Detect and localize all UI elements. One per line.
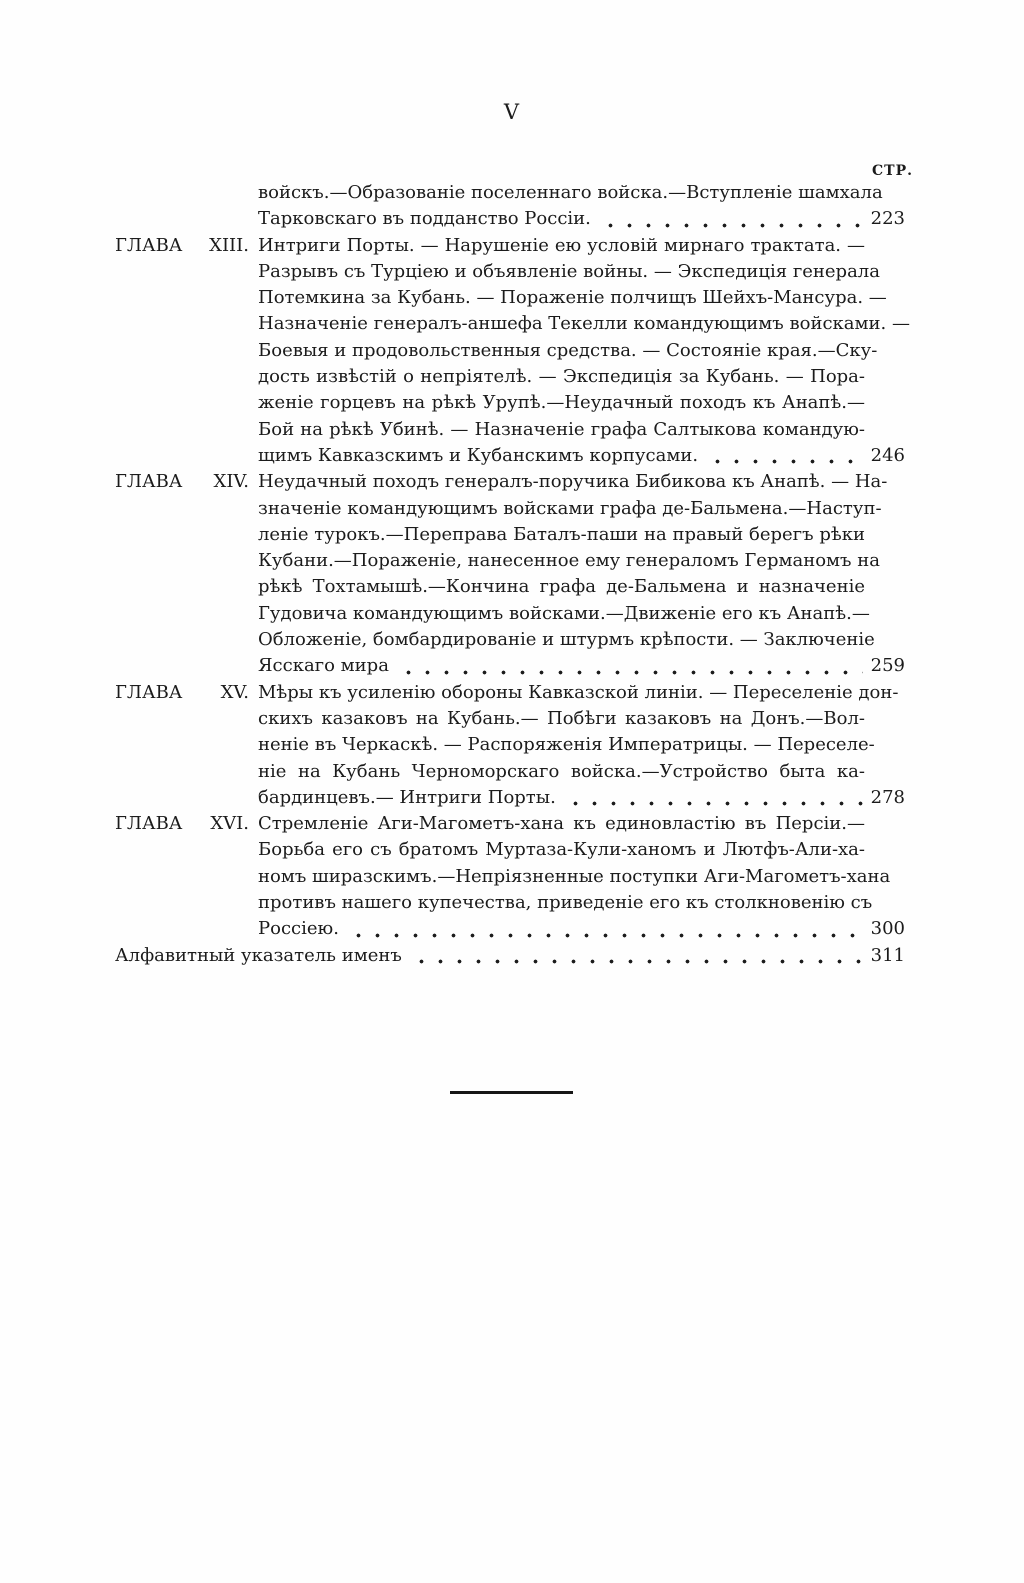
chapter-numeral: XVI. xyxy=(210,813,249,835)
chapter-word: ГЛАВА xyxy=(115,471,183,493)
toc-page-number: 223 xyxy=(870,208,905,230)
toc-line-text: бардинцевъ.— Интриги Порты. xyxy=(258,786,556,808)
toc-line: женіе горцевъ на рѣкѣ Урупѣ.—Неудачный походъ къ Анапѣ.— xyxy=(258,392,865,414)
toc-line: номъ ширазскимъ.—Непріязненные поступки Аги-Магометъ-хана xyxy=(258,865,891,887)
chapter-label xyxy=(115,680,249,706)
toc-line: противъ нашего купечества, приведеніе его къ столкновенію съ xyxy=(258,892,873,914)
toc-last-line xyxy=(258,916,905,942)
toc-page-number: 259 xyxy=(870,655,905,677)
dot-leader xyxy=(566,801,863,806)
toc-entry xyxy=(115,943,905,969)
toc-line: леніе турокъ.—Переправа Баталъ-паши на правый берегъ рѣки xyxy=(258,523,865,545)
toc-last-line xyxy=(258,443,905,469)
toc-line: Боевыя и продовольственныя средства. — Состояніе края.—Ску- xyxy=(258,339,878,361)
chapter-label xyxy=(115,233,249,259)
toc-line: Борьба его съ братомъ Муртаза-Кули-ханомъ и Лютфъ-Али-ха- xyxy=(258,839,865,861)
toc-entry xyxy=(115,469,905,679)
toc-line-text: щимъ Кавказскимъ и Кубанскимъ корпусами. xyxy=(258,444,699,466)
page-number: V xyxy=(503,100,521,124)
toc-last-line xyxy=(115,943,905,969)
toc-page-number: 311 xyxy=(870,944,905,966)
toc-line: дость извѣстій о непріятелѣ. — Экспедиція за Кубань. — Пора- xyxy=(258,366,865,388)
toc-last-line xyxy=(258,206,905,232)
toc-line: Разрывъ съ Турціею и объявленіе войны. — Экспедиція генерала xyxy=(258,260,880,282)
toc-last-line xyxy=(258,785,905,811)
chapter-numeral: XIII. xyxy=(209,234,249,256)
chapter-label xyxy=(115,469,249,495)
chapter-numeral: XIV. xyxy=(213,471,249,493)
chapter-word: ГЛАВА xyxy=(115,681,183,703)
toc-line: Неудачный походъ генералъ-поручика Бибикова къ Анапѣ. — На- xyxy=(258,471,888,493)
chapter-numeral: XV. xyxy=(220,681,249,703)
toc-line: Гудовича командующимъ войсками.—Движеніе его къ Анапѣ.— xyxy=(258,602,870,624)
toc-line: Кубани.—Пораженіе, нанесенное ему генераломъ Германомъ на xyxy=(258,550,880,572)
toc-entry xyxy=(115,680,905,811)
toc-entry xyxy=(115,811,905,942)
toc-line-text: Россіею. xyxy=(258,918,339,940)
toc-page-number: 278 xyxy=(870,786,905,808)
toc-line: Бой на рѣкѣ Убинѣ. — Назначеніе графа Салтыкова командую- xyxy=(258,418,865,440)
toc-line: Назначеніе генералъ-аншефа Текелли командующимъ войсками. — xyxy=(258,313,910,335)
chapter-word: ГЛАВА xyxy=(115,813,183,835)
chapter-label xyxy=(115,811,249,837)
toc-line: Мѣры къ усиленію обороны Кавказской линіи. — Переселеніе дон- xyxy=(258,681,899,703)
toc-line: неніе въ Черкаскѣ. — Распоряженія Императрицы. — Переселе- xyxy=(258,734,875,756)
dot-leader xyxy=(349,933,863,938)
dot-leader xyxy=(708,459,863,464)
toc-line: Интриги Порты. — Нарушеніе ею условій мирнаго трактата. — xyxy=(258,234,865,256)
toc-entries xyxy=(115,180,910,969)
toc-line: Потемкина за Кубань. — Пораженіе полчищъ Шейхъ-Мансура. — xyxy=(258,287,887,309)
toc-line-text: Тарковскаго въ подданство Россіи. xyxy=(258,208,591,230)
dot-leader xyxy=(601,223,863,228)
toc-entry xyxy=(115,233,910,470)
toc-last-line xyxy=(258,653,905,679)
dot-leader xyxy=(399,670,863,675)
toc-line: Обложеніе, бомбардированіе и штурмъ крѣпости. — Заключеніе xyxy=(258,629,875,651)
page-column-header: СТР. xyxy=(872,163,913,179)
chapter-word: ГЛАВА xyxy=(115,234,183,256)
toc-line: рѣкѣ Тохтамышѣ.—Кончина графа де-Бальмена и назначеніе xyxy=(258,576,865,598)
toc-line: войскъ.—Образованіе поселеннаго войска.—Вступленіе шамхала xyxy=(258,182,883,203)
toc-line: значеніе командующимъ войсками графа де-Бальмена.—Наступ- xyxy=(258,497,882,519)
toc-line: ніе на Кубань Черноморскаго войска.—Устройство быта ка- xyxy=(258,760,865,782)
toc-line: скихъ казаковъ на Кубань.— Побѣги казаковъ на Донъ.—Вол- xyxy=(258,707,865,729)
toc-line: Стремленіе Аги-Магометъ-хана къ единовластію въ Персіи.— xyxy=(258,813,865,835)
toc-line-text: Ясскаго мира xyxy=(258,655,389,677)
section-divider-rule xyxy=(450,1091,573,1094)
dot-leader xyxy=(412,959,863,964)
toc-page-number: 246 xyxy=(870,444,905,466)
toc-line-text: Алфавитный указатель именъ xyxy=(115,944,402,966)
toc-page-number: 300 xyxy=(870,918,905,940)
toc-entry xyxy=(115,180,905,233)
